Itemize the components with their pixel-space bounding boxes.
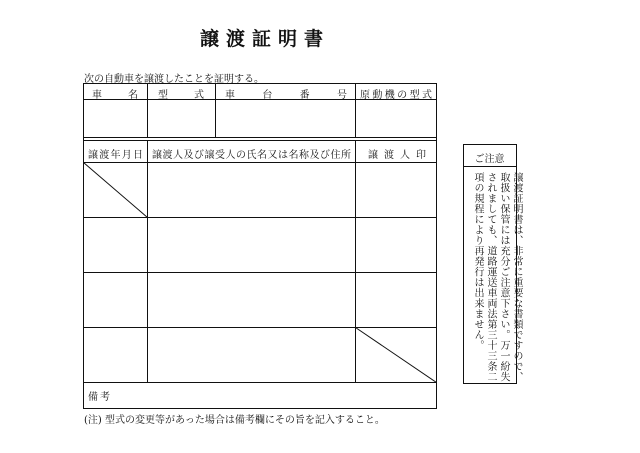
caution-title: ご注意 <box>474 154 505 165</box>
header-car-name: 車 名 <box>92 90 138 101</box>
caution-body: 譲渡証明書は、非常に重要な書類ですので、取扱い保管には充分ご注意下さい。万一紛失されましても、道路運送車両法第三十三条二項の規程により再発行は出来ません。 <box>472 172 522 382</box>
header-transferor-seal: 譲 渡 人 印 <box>368 150 426 161</box>
header-model: 型 式 <box>158 90 204 101</box>
header-transfer-date: 譲 渡 年 月 日 <box>88 150 143 161</box>
form-border <box>84 84 437 409</box>
footnote: (注) 型式の変更等があった場合は備考欄にその旨を記入すること。 <box>84 415 385 426</box>
intro-text: 次の自動車を譲渡したことを証明する。 <box>84 74 264 85</box>
header-engine-model: 原 動 機 の 型 式 <box>360 90 432 101</box>
header-names-addresses: 譲 渡 人 及 び 譲 受 人 の 氏 名 又 は 名 称 及 び 住 所 <box>152 150 351 161</box>
header-chassis-number: 車 台 番 号 <box>225 90 347 101</box>
diagonal-strike <box>84 163 148 218</box>
remarks-label: 備 考 <box>88 392 110 403</box>
document-title: 譲渡証明書 <box>199 28 330 50</box>
diagonal-strike <box>356 328 437 383</box>
